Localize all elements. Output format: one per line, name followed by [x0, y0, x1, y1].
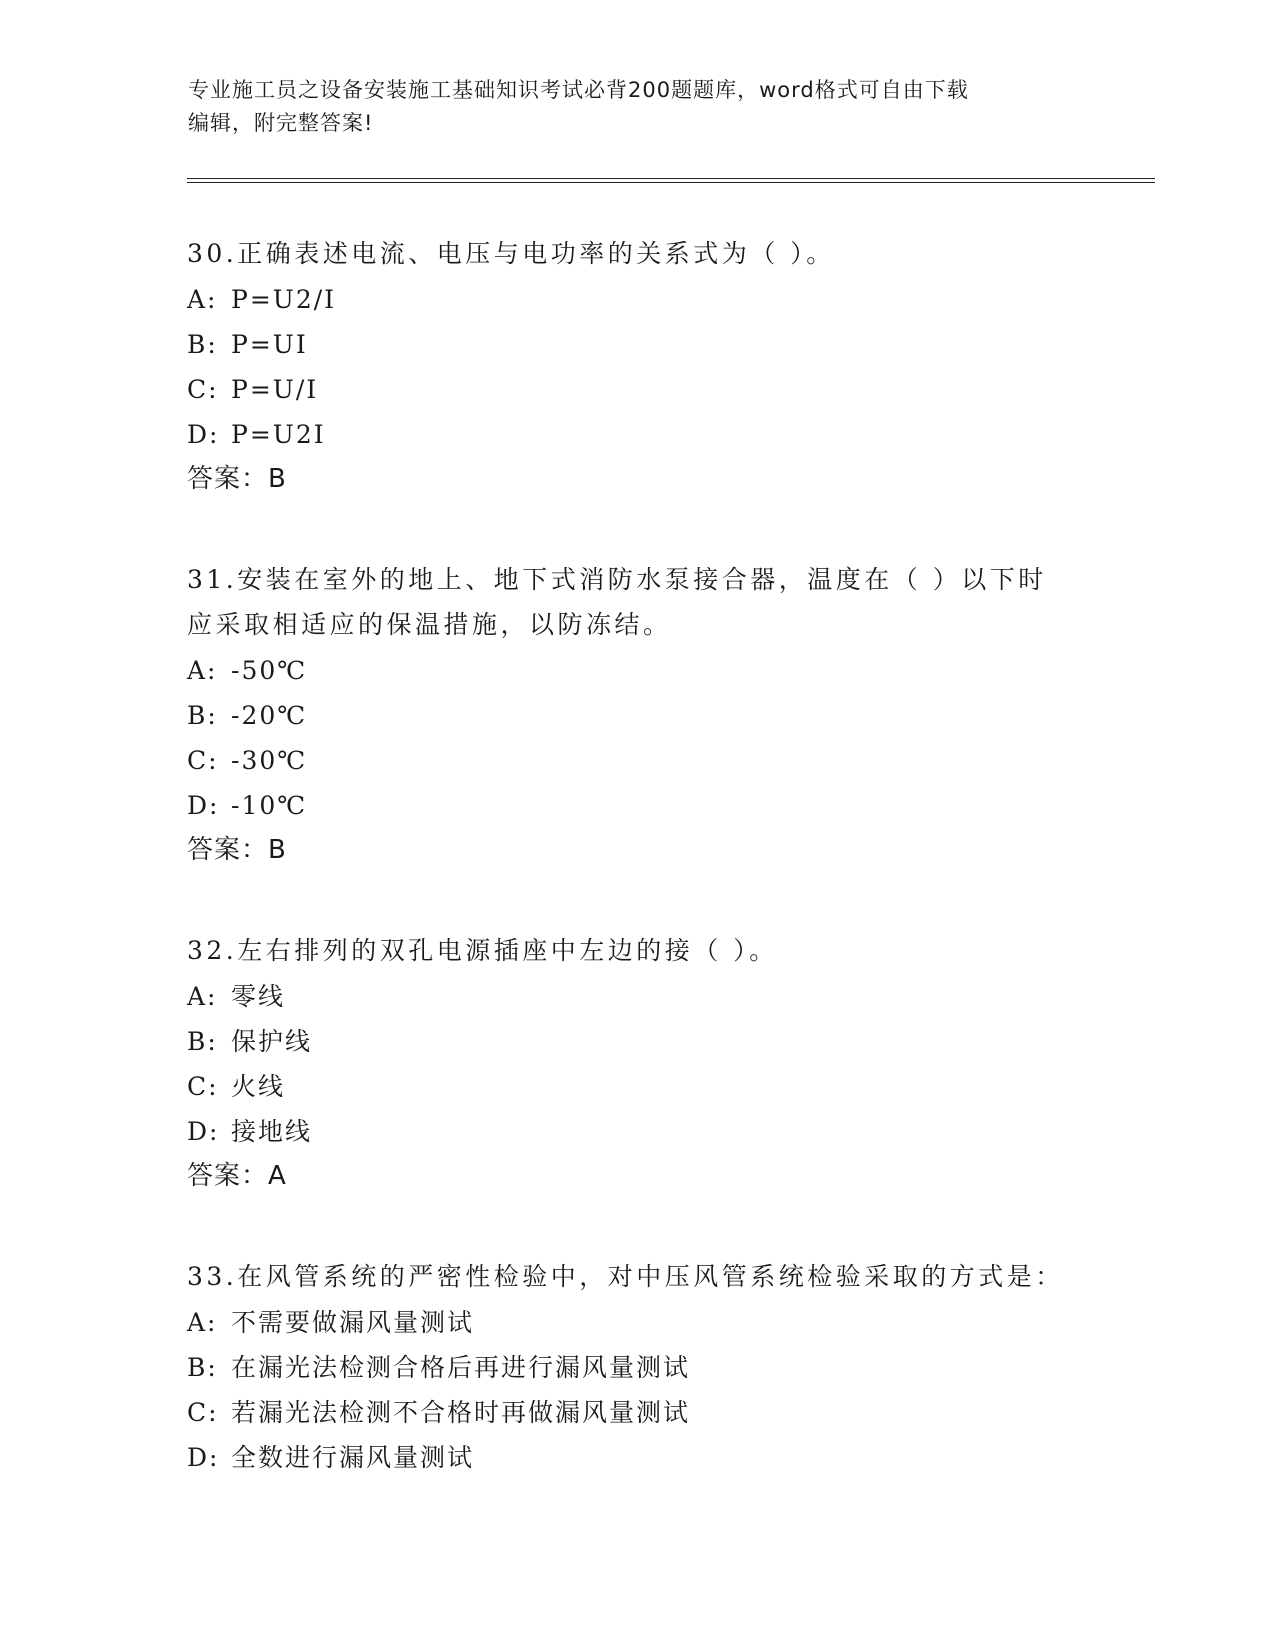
- question-stem: 31.安装在室外的地上、地下式消防水泵接合器，温度在（ ）以下时: [187, 565, 1047, 594]
- option-key: A:: [187, 982, 218, 1011]
- option-key: D:: [187, 1443, 220, 1472]
- option-text: 在漏光法检测合格后再进行漏风量测试: [231, 1353, 691, 1382]
- document-header: [188, 74, 1088, 140]
- answer-option: [187, 693, 1107, 738]
- option-key: C:: [187, 746, 219, 775]
- answer-option: [187, 322, 1107, 367]
- option-text: P=U2I: [231, 420, 326, 449]
- answer-option: [187, 277, 1107, 322]
- option-text: 接地线: [231, 1117, 313, 1146]
- option-text: 保护线: [231, 1027, 313, 1056]
- answer-option: [187, 783, 1107, 828]
- question-stem: 33.在风管系统的严密性检验中，对中压风管系统检验采取的方式是：: [187, 1262, 1064, 1291]
- option-key: B:: [187, 330, 218, 359]
- question-stem: 30.正确表述电流、电压与电功率的关系式为（ ）。: [187, 239, 835, 268]
- answer-option: [187, 1109, 1107, 1154]
- header-divider-top: [187, 178, 1155, 179]
- header-divider-bottom: [187, 182, 1155, 183]
- question-block: [187, 929, 1107, 1199]
- option-text: -20℃: [231, 701, 308, 730]
- answer-option: [187, 367, 1107, 412]
- answer-option: [187, 1345, 1107, 1390]
- option-text: 零线: [231, 982, 286, 1011]
- option-text: -30℃: [231, 746, 308, 775]
- option-text: 火线: [231, 1072, 286, 1101]
- answer-option: [187, 1390, 1107, 1435]
- option-key: B:: [187, 1027, 218, 1056]
- answer-key: 答案：A: [187, 1161, 287, 1191]
- answer-option: [187, 974, 1107, 1019]
- question-block: [187, 232, 1107, 502]
- option-text: P=UI: [231, 330, 308, 359]
- option-key: A:: [187, 285, 218, 314]
- option-key: D:: [187, 791, 220, 820]
- option-text: P=U2/I: [231, 285, 337, 314]
- option-key: A:: [187, 656, 218, 685]
- option-key: C:: [187, 1398, 219, 1427]
- option-text: 不需要做漏风量测试: [231, 1308, 475, 1337]
- option-text: 全数进行漏风量测试: [231, 1443, 475, 1472]
- option-text: -50℃: [231, 656, 308, 685]
- option-key: A:: [187, 1308, 218, 1337]
- option-key: C:: [187, 1072, 219, 1101]
- question-stem: 32.左右排列的双孔电源插座中左边的接（ ）。: [187, 936, 778, 965]
- question-block: [187, 1255, 1107, 1480]
- answer-option: [187, 1064, 1107, 1109]
- answer-option: [187, 1300, 1107, 1345]
- answer-option: [187, 648, 1107, 693]
- answer-option: [187, 412, 1107, 457]
- question-stem: 应采取相适应的保温措施，以防冻结。: [187, 610, 672, 639]
- header-line-2: 编辑，附完整答案!: [188, 111, 374, 135]
- option-text: 若漏光法检测不合格时再做漏风量测试: [231, 1398, 691, 1427]
- option-key: D:: [187, 1117, 220, 1146]
- answer-key: 答案：B: [187, 835, 287, 865]
- answer-option: [187, 1019, 1107, 1064]
- option-key: C:: [187, 375, 219, 404]
- option-text: P=U/I: [231, 375, 319, 404]
- option-key: B:: [187, 701, 218, 730]
- answer-option: [187, 1435, 1107, 1480]
- header-line-1: 专业施工员之设备安装施工基础知识考试必背200题题库，word格式可自由下载: [188, 78, 969, 102]
- question-block: [187, 558, 1107, 873]
- option-key: B:: [187, 1353, 218, 1382]
- question-list: [187, 232, 1107, 1536]
- option-key: D:: [187, 420, 220, 449]
- answer-key: 答案：B: [187, 464, 287, 494]
- answer-option: [187, 738, 1107, 783]
- option-text: -10℃: [231, 791, 308, 820]
